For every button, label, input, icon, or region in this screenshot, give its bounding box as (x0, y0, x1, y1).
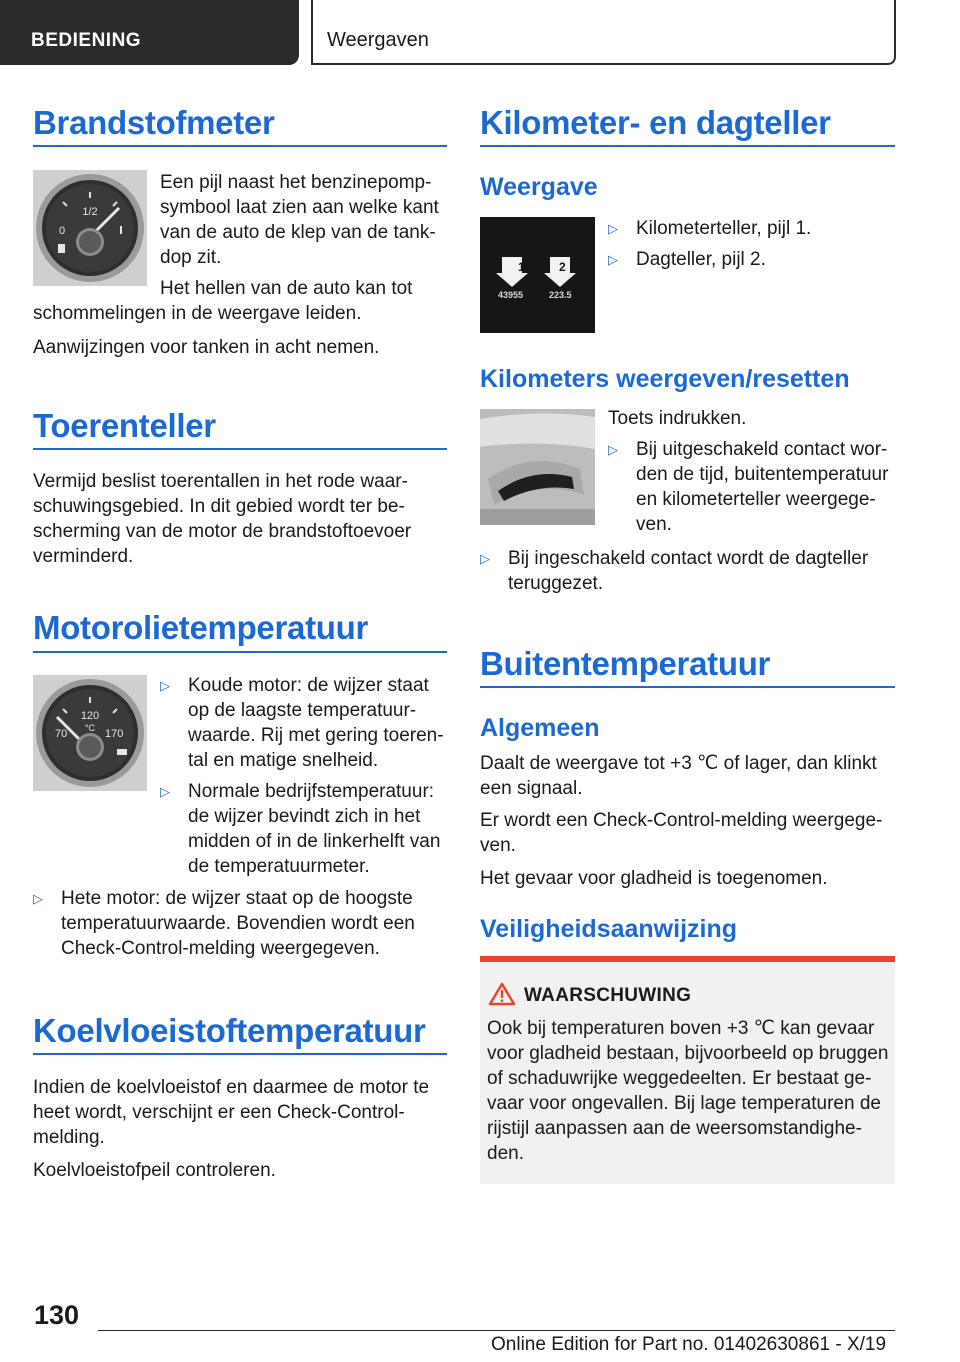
warning-text: Ook bij temperaturen boven +3 ℃ kan gevaar voor gladheid bestaan, bijvoorbeeld op bruggen of schaduwrijke weggedeelten. Er bestaat ge-vaar voor ongevallen. Bij lage temperaturen de rijstijl aanpassen aan de weersomstandighe-den. (487, 1018, 889, 1164)
reset-heading: Kilometers weergeven/resetten (480, 365, 850, 393)
bullet-triangle-icon: ▷ (608, 252, 618, 267)
fuel-gauge-zero-label: 0 (59, 225, 66, 237)
odo-heading: Kilometer- en dagteller (480, 104, 831, 141)
fuel-gauge-half-label: 1/2 (82, 206, 98, 218)
fuel-text-3: Aanwijzingen voor tanken in acht nemen. (33, 337, 380, 358)
outside-text-3: Het gevaar voor gladheid is toegenomen. (480, 868, 828, 889)
warning-title: WAARSCHUWING (524, 985, 692, 1006)
oil-bullet-3: ▷ Hete motor: de wijzer staat op de hoogste temperatuurwaarde. Bovendien wordt een Check-Control-melding weergegeven. (33, 888, 415, 959)
warning-triangle-icon (488, 982, 516, 1011)
outside-text-1: Daalt de weergave tot +3 ℃ of lager, dan klinkt een signaal. (480, 753, 877, 799)
fuel-heading: Brandstofmeter (33, 104, 275, 141)
odo-bullet-1: ▷ Kilometerteller, pijl 1. (608, 218, 812, 239)
footer-rule (98, 1330, 895, 1331)
oil-bullet-1: ▷ Koude motor: de wijzer staat op de laagste temperatuur-waarde. Rij met gering toeren-tal en matige snelheid. (160, 675, 444, 771)
odo-display-image (480, 217, 595, 333)
odo-heading-rule (480, 145, 895, 147)
odo-marker-2: 2 (559, 260, 566, 274)
outside-subheading: Algemeen (480, 714, 600, 742)
rpm-text: Vermijd beslist toerentallen in het rode waar-schuwingsgebied. In dit gebied wordt ter be-scherming van de motor de brandstoftoevoer verminderd. (33, 471, 412, 567)
oil-gauge-unit-label: °C (84, 723, 96, 733)
outside-heading: Buitentemperatuur (480, 645, 771, 682)
bullet-triangle-icon: ▷ (608, 442, 618, 457)
reset-bullet-1: ▷ Bij uitgeschakeld contact wor-den de tijd, buitentemperatuur en kilometerteller weergege-ven. (608, 439, 889, 535)
odo-bullet-2: ▷ Dagteller, pijl 2. (608, 249, 766, 270)
odo-display-total: 43955 (498, 290, 524, 300)
odo-marker-1: 1 (518, 260, 525, 274)
page-number: 130 (34, 1300, 80, 1330)
bullet-triangle-icon: ▷ (608, 221, 618, 236)
oil-gauge-170-label: 170 (105, 728, 124, 740)
oil-gauge-image (33, 675, 147, 791)
coolant-text-2: Koelvloeistofpeil controleren. (33, 1160, 276, 1181)
fuel-text-1: Een pijl naast het benzinepomp-symbool laat zien aan welke kant van de auto de klep van de tank-dop zit. (160, 172, 439, 268)
header-section-label: BEDIENING (31, 30, 142, 51)
oil-heading-rule (33, 651, 447, 653)
coolant-heading-rule (33, 1053, 447, 1055)
header-chapter-label: Weergaven (327, 29, 429, 51)
reset-bullet-2: ▷ Bij ingeschakeld contact wordt de dagteller teruggezet. (480, 548, 869, 594)
outside-heading-rule (480, 686, 895, 688)
odo-display-trip: 223.5 (549, 290, 572, 300)
reset-button-image (480, 409, 595, 525)
reset-text: Toets indrukken. (608, 408, 747, 429)
rpm-heading-rule (33, 448, 447, 450)
outside-text-2: Er wordt een Check-Control-melding weergege-ven. (480, 810, 883, 856)
bullet-triangle-icon: ▷ (160, 784, 170, 799)
odo-subheading: Weergave (480, 173, 598, 201)
bullet-triangle-icon: ▷ (160, 678, 170, 693)
fuel-heading-rule (33, 145, 447, 147)
bullet-triangle-icon: ▷ (33, 891, 43, 906)
footer-edition: Online Edition for Part no. 01402630861 - X/19 (491, 1334, 887, 1355)
fuel-text-2b: schommelingen in de weergave leiden. (33, 303, 362, 324)
safety-heading: Veiligheidsaanwijzing (480, 915, 738, 943)
coolant-heading: Koelvloeistoftemperatuur (33, 1012, 426, 1049)
header-chapter-tab (311, 0, 896, 65)
oil-gauge-70-label: 70 (55, 728, 68, 740)
oil-bullet-2: ▷ Normale bedrijfstemperatuur: de wijzer bevindt zich in het midden of in de linkerhelft van de temperatuurmeter. (160, 781, 441, 877)
header-section-tab (0, 0, 299, 65)
rpm-heading: Toerenteller (33, 407, 216, 444)
fuel-text-2a: Het hellen van de auto kan tot (160, 278, 413, 299)
oil-heading: Motorolietemperatuur (33, 609, 369, 646)
coolant-text-1: Indien de koelvloeistof en daarmee de motor te heet wordt, verschijnt er een Check-Control-melding. (33, 1077, 430, 1148)
oil-gauge-120-label: 120 (80, 710, 100, 722)
bullet-triangle-icon: ▷ (480, 551, 490, 566)
fuel-gauge-image (33, 170, 147, 286)
